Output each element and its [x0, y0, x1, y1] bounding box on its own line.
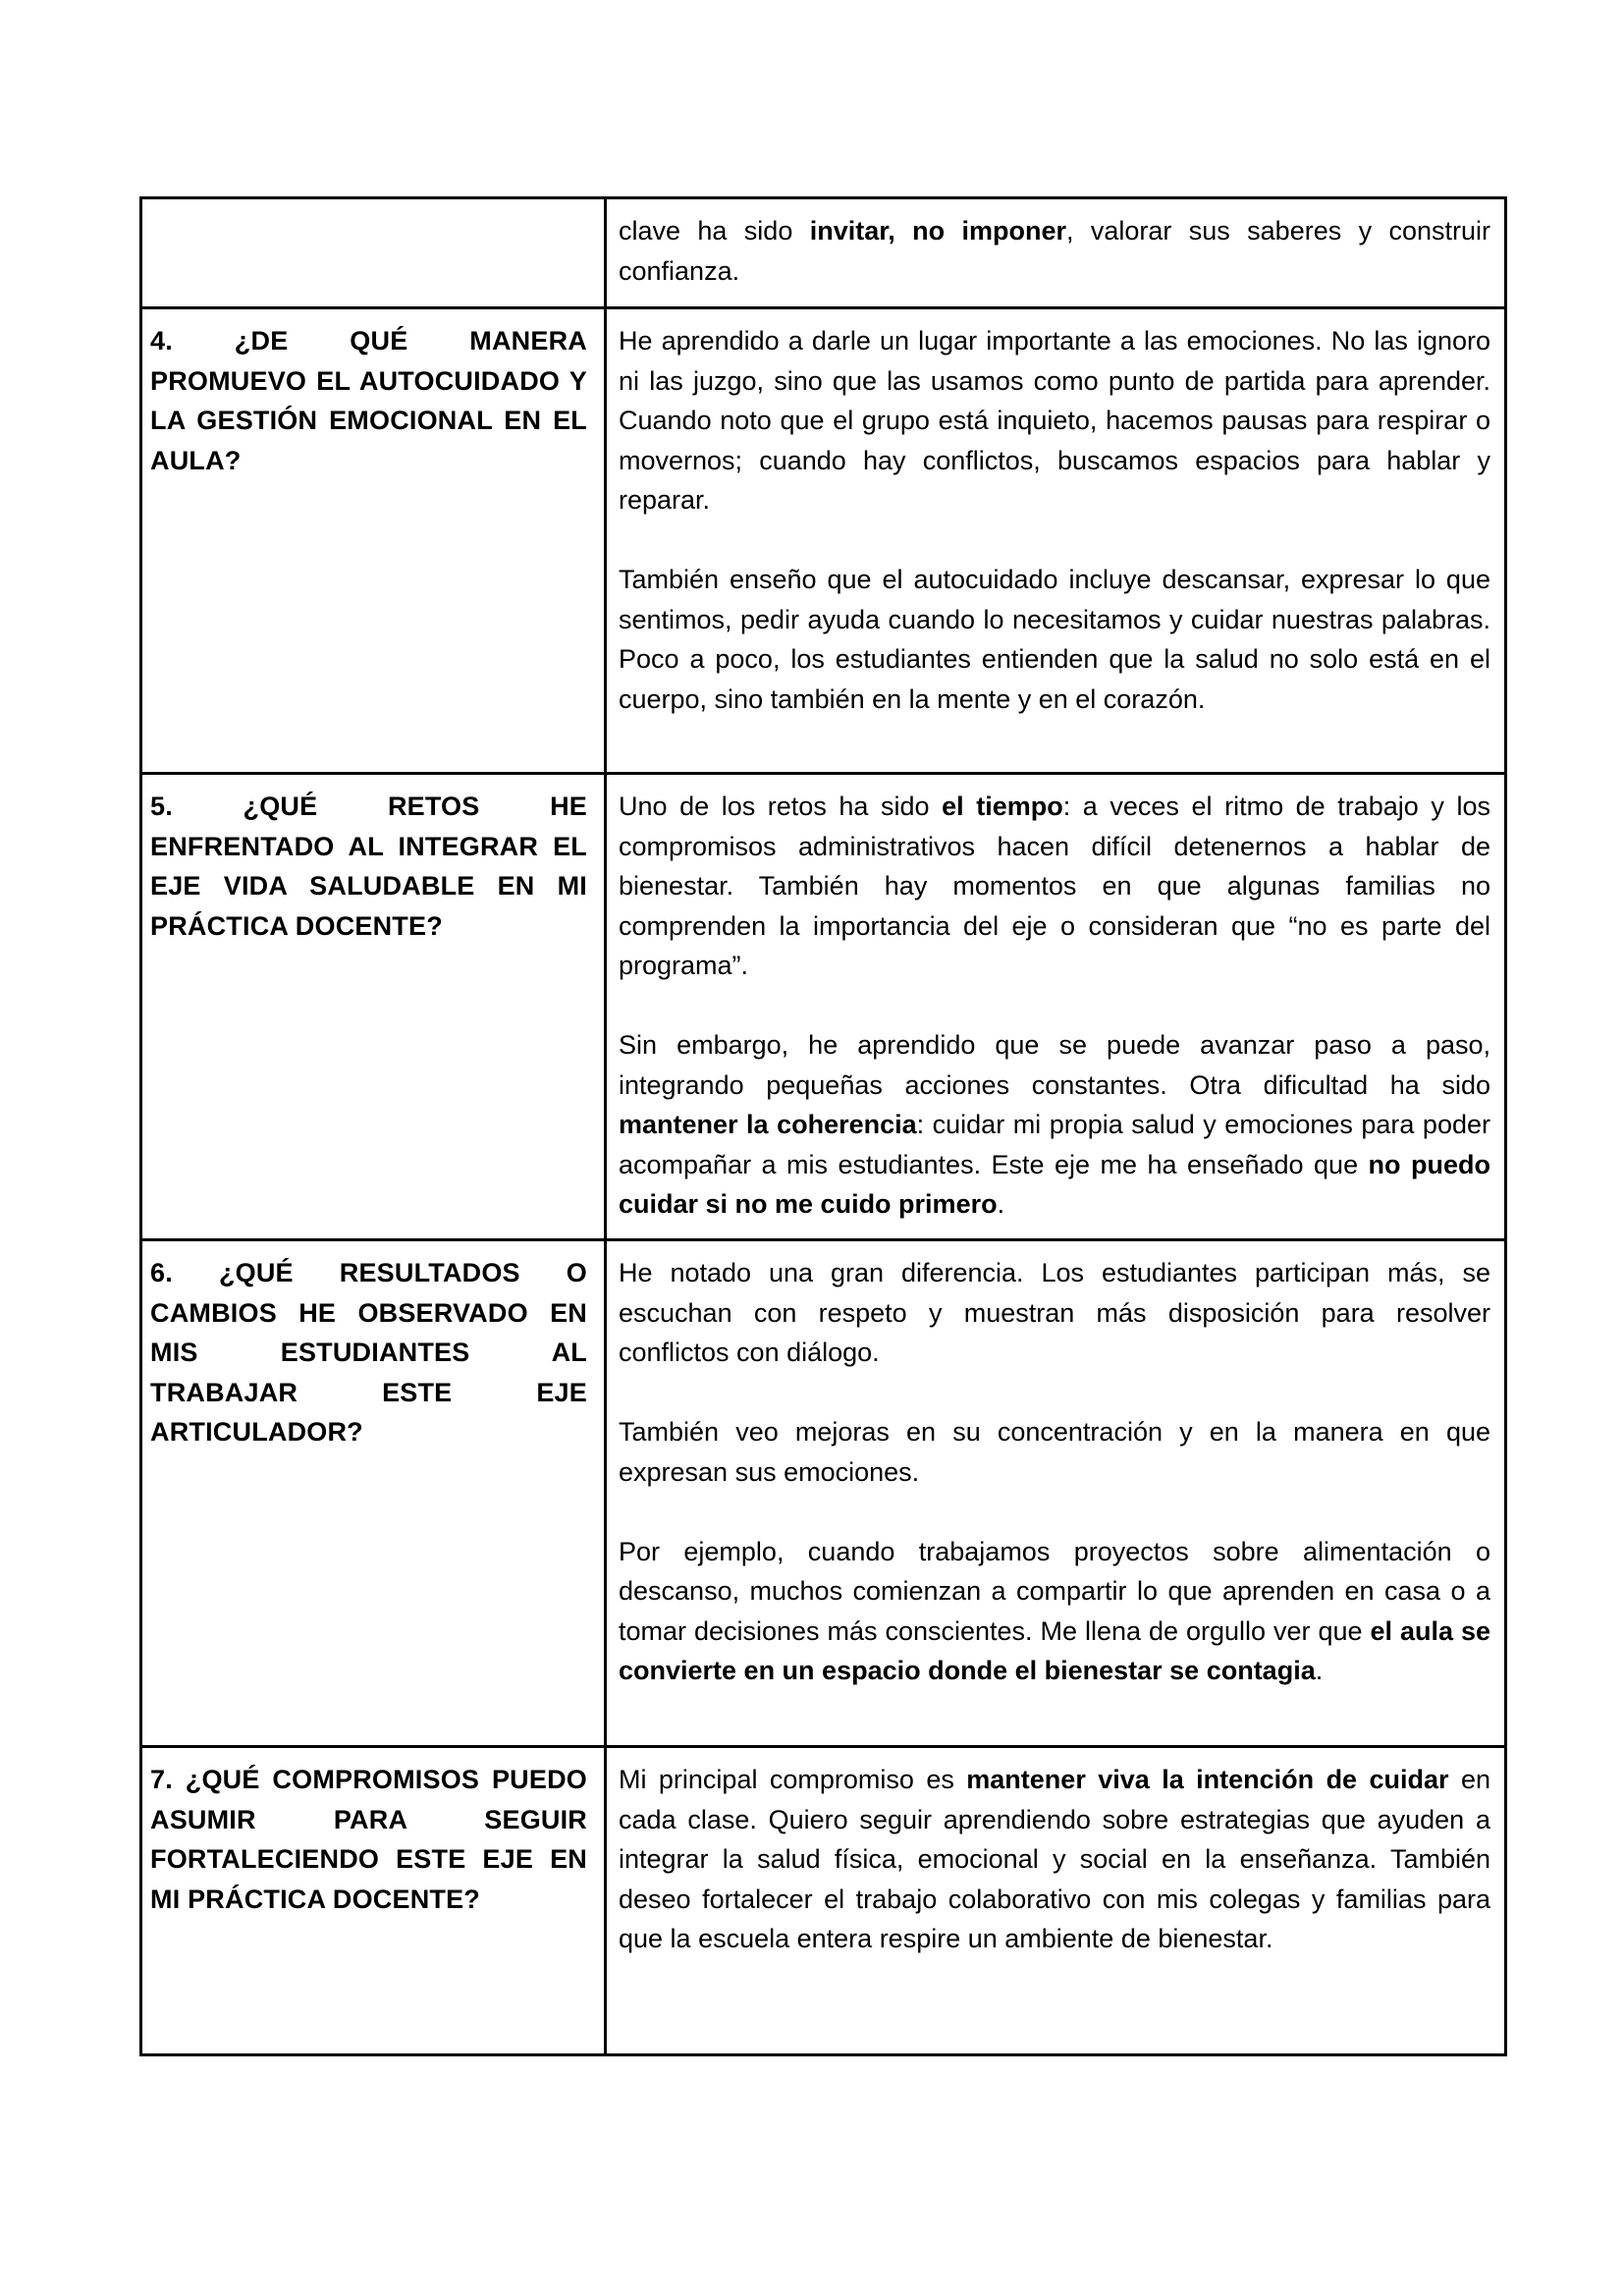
answer-emphasis: invitar, no imponer	[809, 216, 1066, 246]
question-cell	[141, 308, 606, 774]
question-text: 5. ¿QUÉ RETOS HE ENFRENTADO AL INTEGRAR EL EJE VIDA SALUDABLE EN MI PRÁCTICA DOCENTE?	[150, 792, 587, 941]
reflection-table	[139, 196, 1507, 2056]
answer-text: : cuidar mi propia salud y emociones para poder acompañar a mis estudiantes. Este eje me ha enseñado que	[619, 1110, 1490, 1179]
answer-text: , valorar sus saberes y construir confianza.	[619, 216, 1490, 286]
answer-emphasis: el tiempo	[942, 792, 1063, 821]
table-row	[141, 198, 1506, 308]
answer-cell	[606, 1747, 1506, 2055]
answer-text: Uno de los retos ha sido	[619, 792, 943, 821]
answer-paragraph	[619, 1412, 1490, 1492]
answer-text: He notado una gran diferencia. Los estudiantes participan más, se escuchan con respeto y muestran más disposición para resolver conflictos con diálogo.	[619, 1258, 1490, 1367]
table-row	[141, 308, 1506, 774]
answer-paragraph	[619, 560, 1490, 719]
question-text: 4. ¿DE QUÉ MANERA PROMUEVO EL AUTOCUIDADO Y LA GESTIÓN EMOCIONAL EN EL AULA?	[150, 326, 587, 475]
answer-text: clave ha sido	[619, 216, 810, 246]
answer-text: He aprendido a darle un lugar importante a las emociones. No las ignoro ni las juzgo, sino que las usamos como punto de partida para aprender. Cuando noto que el grupo está inquieto, hacemos pausas para respirar o movernos; cuando hay conflictos, buscamos espacios para hablar y reparar.	[619, 326, 1490, 515]
table-row	[141, 1240, 1506, 1747]
answer-text: Mi principal compromiso es	[619, 1765, 967, 1794]
question-cell	[141, 1747, 606, 2055]
answer-emphasis: el aula se convierte en un espacio donde el bienestar se contagia	[619, 1615, 1490, 1685]
answer-emphasis: no puedo cuidar si no me cuido primero	[619, 1149, 1490, 1219]
answer-text: .	[1315, 1656, 1324, 1685]
question-text: 7. ¿QUÉ COMPROMISOS PUEDO ASUMIR PARA SEGUIR FORTALECIENDO ESTE EJE EN MI PRÁCTICA DOCENTE?	[150, 1765, 587, 1914]
answer-cell	[606, 198, 1506, 308]
answer-paragraph	[619, 321, 1490, 520]
table-row	[141, 1747, 1506, 2055]
answer-text: Sin embargo, he aprendido que se puede avanzar paso a paso, integrando pequeñas acciones constantes. Otra dificultad ha sido	[619, 1030, 1490, 1100]
question-cell	[141, 1240, 606, 1747]
answer-text: También veo mejoras en su concentración y en la manera en que expresan sus emociones.	[619, 1417, 1490, 1487]
question-text: 6. ¿QUÉ RESULTADOS O CAMBIOS HE OBSERVADO EN MIS ESTUDIANTES AL TRABAJAR ESTE EJE ARTICULADOR?	[150, 1258, 587, 1447]
answer-text: Por ejemplo, cuando trabajamos proyectos sobre alimentación o descanso, muchos comienzan a compartir lo que aprenden en casa o a tomar decisiones más conscientes. Me llena de orgullo ver que	[619, 1536, 1490, 1646]
answer-text: También enseño que el autocuidado incluye descansar, expresar lo que sentimos, pedir ayuda cuando lo necesitamos y cuidar nuestras palabras. Poco a poco, los estudiantes entienden que la salud no solo está en el cuerpo, sino también en la mente y en el corazón.	[619, 565, 1490, 714]
answer-paragraph	[619, 1025, 1490, 1225]
answer-cell	[606, 308, 1506, 774]
answer-emphasis: mantener la coherencia	[619, 1110, 917, 1139]
answer-emphasis: mantener viva la intención de cuidar	[966, 1765, 1449, 1794]
answer-text: .	[997, 1189, 1005, 1219]
answer-paragraph	[619, 1760, 1490, 1959]
answer-paragraph	[619, 787, 1490, 986]
answer-paragraph	[619, 1532, 1490, 1691]
question-cell	[141, 198, 606, 308]
answer-paragraph	[619, 211, 1490, 291]
answer-cell	[606, 1240, 1506, 1747]
answer-paragraph	[619, 1253, 1490, 1373]
question-cell	[141, 774, 606, 1240]
answer-text: : a veces el ritmo de trabajo y los compromisos administrativos hacen difícil detenernos a hablar de bienestar. También hay momentos en que algunas familias no comprenden la importancia del eje o consideran que “no es parte del programa”.	[619, 792, 1490, 980]
answer-cell	[606, 774, 1506, 1240]
table-row	[141, 774, 1506, 1240]
answer-text: en cada clase. Quiero seguir aprendiendo sobre estrategias que ayuden a integrar la salud física, emocional y social en la enseñanza. También deseo fortalecer el trabajo colaborativo con mis colegas y familias para que la escuela entera respire un ambiente de bienestar.	[619, 1765, 1490, 1953]
